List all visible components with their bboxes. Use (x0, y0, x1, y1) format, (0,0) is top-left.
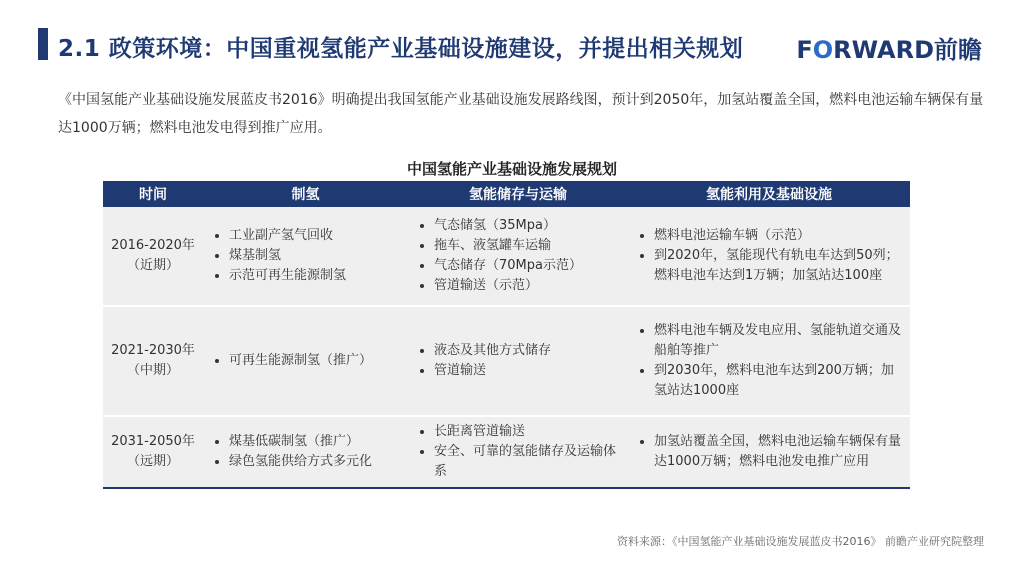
source-note: 资料来源：《中国氢能产业基础设施发展蓝皮书2016》 前瞻产业研究院整理 (617, 535, 984, 548)
production-cell (203, 306, 408, 416)
period-term: （中期） (126, 363, 179, 378)
list-item: • 安全、可靠的氢能储存及运输体系 (434, 442, 620, 482)
production-cell (203, 416, 408, 488)
utilization-cell (628, 416, 910, 488)
logo-cn-text: 前瞻 (934, 36, 982, 64)
table-row (103, 416, 910, 488)
table-title: 中国氢能产业基础设施发展规划 (406, 160, 617, 178)
title-accent-bar (38, 28, 48, 60)
intro-paragraph: 《中国氢能产业基础设施发展蓝皮书2016》明确提出我国氢能产业基础设施发展路线图，预计到2050年，加氢站覆盖全国，燃料电池运输车辆保有量达1000万辆；燃料电池发电得到推广应用。 (58, 92, 984, 136)
list-item: • 气态储氢（35Mpa） (434, 216, 620, 236)
utilization-cell (628, 207, 910, 306)
production-cell (203, 207, 408, 306)
list-item: • 气态储存（70Mpa示范） (434, 256, 620, 276)
period-term: （远期） (126, 454, 179, 469)
header-storage: 氢能储存与运输 (408, 181, 628, 207)
period-years: 2031-2050年 (111, 434, 195, 449)
list-item: • 工业副产氢气回收 (229, 226, 400, 246)
period-years: 2021-2030年 (111, 343, 195, 358)
list-item: • 示范可再生能源制氢 (229, 266, 400, 286)
infrastructure-plan-table (103, 181, 910, 489)
list-item: • 长距离管道输送 (434, 422, 620, 442)
list-item: • 拖车、液氢罐车运输 (434, 236, 620, 256)
header-utilization: 氢能利用及基础设施 (628, 181, 910, 207)
list-item: • 可再生能源制氢（推广） (229, 351, 400, 371)
table-header-row (103, 181, 910, 207)
period-term: （近期） (126, 258, 179, 273)
period-cell (103, 416, 203, 488)
table-row (103, 306, 910, 416)
page-title: 2.1 政策环境：中国重视氢能产业基础设施建设，并提出相关规划 (58, 36, 744, 62)
list-item: • 煤基低碳制氢（推广） (229, 432, 400, 452)
list-item: • 液态及其他方式储存 (434, 341, 620, 361)
storage-cell (408, 306, 628, 416)
storage-cell (408, 416, 628, 488)
list-item: • 绿色氢能供给方式多元化 (229, 452, 400, 472)
period-years: 2016-2020年 (111, 238, 195, 253)
storage-cell (408, 207, 628, 306)
list-item: • 到2030年，燃料电池车达到200万辆；加氢站达1000座 (654, 361, 902, 401)
list-item: • 到2020年，氢能现代有轨电车达到50列；燃料电池车达到1万辆；加氢站达100座 (654, 246, 902, 286)
list-item: • 管道输送 (434, 361, 620, 381)
list-item: • 燃料电池运输车辆（示范） (654, 226, 902, 246)
forward-logo (796, 30, 982, 65)
period-cell (103, 306, 203, 416)
logo-letters-rward: RWARD (833, 36, 934, 64)
utilization-cell (628, 306, 910, 416)
logo-letter-o: O (812, 36, 834, 64)
period-cell (103, 207, 203, 306)
table-row (103, 207, 910, 306)
header-period: 时间 (103, 181, 203, 207)
list-item: • 煤基制氢 (229, 246, 400, 266)
list-item: • 管道输送（示范） (434, 276, 620, 296)
header-production: 制氢 (203, 181, 408, 207)
logo-letter-f: F (796, 36, 813, 64)
list-item: • 加氢站覆盖全国，燃料电池运输车辆保有量达1000万辆；燃料电池发电推广应用 (654, 432, 902, 472)
list-item: • 燃料电池车辆及发电应用、氢能轨道交通及船舶等推广 (654, 321, 902, 361)
